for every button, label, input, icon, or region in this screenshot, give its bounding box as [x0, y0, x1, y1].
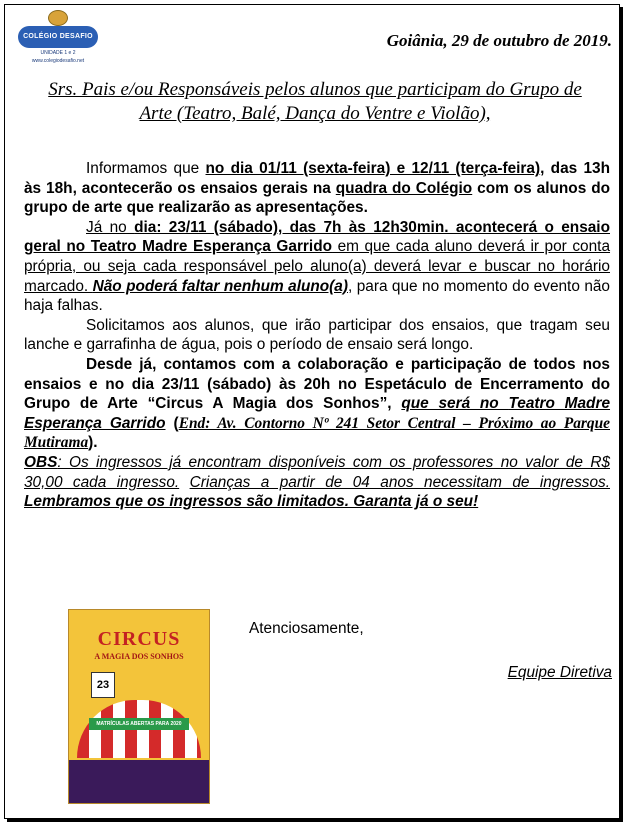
poster-footer: [69, 760, 209, 803]
poster-title: CIRCUS: [97, 628, 181, 650]
p2-date-location: dia: 23/11 (sábado), das 7h às 12h30min. acontecerá o ensaio geral no Teatro Madre Esperança Garrido: [24, 218, 610, 256]
paragraph-general-rehearsal: [24, 218, 610, 316]
obs-text-4: Crianças a partir de 04 anos necessitam de ingressos.: [189, 473, 610, 491]
obs-reminder: Lembramos que os ingressos são limitados. Garanta já o seu!: [24, 493, 479, 511]
p4-text-2: que será no: [401, 395, 509, 413]
calendar-icon: 23: [91, 672, 115, 698]
p4-text-4: (: [165, 414, 179, 432]
heading-text: Srs. Pais e/ou Responsáveis pelos alunos que participam do Grupo de Arte (Teatro, Balé, Dança do Ventre e Violão),: [48, 79, 582, 124]
p1-text-1: Informamos que: [86, 160, 206, 177]
p1-dates: no dia 01/11 (sexta-feira) e 12/11 (terça-feira): [205, 160, 541, 177]
paragraph-rehearsals: [24, 159, 610, 218]
obs-label: OBS: [24, 453, 58, 471]
paragraph-lunch: Solicitamos aos alunos, que irão participar dos ensaios, que tragam seu lanche e garrafinha de água, pois o período de ensaio será longo.: [24, 316, 610, 354]
letter-date: Goiânia, 29 de outubro de 2019.: [386, 31, 612, 50]
obs-space-1: [179, 474, 189, 491]
p4-theater: Teatro Madre Esperança Garrido: [24, 395, 611, 432]
p4-text-1: Desde já, contamos com a colaboração e participação de todos nos ensaios e no dia 23/11 (sábado) às 20h no Espetáculo de Encerramento do Grupo de Arte “Circus A Magia dos Sonhos”,: [24, 355, 610, 413]
poster-subtitle: A MAGIA DOS SONHOS: [94, 652, 184, 661]
p1-text-5: com os alunos do grupo de arte que realizarão as apresentações.: [24, 179, 610, 217]
logo-unit: UNIDADE 1 e 2: [40, 50, 76, 56]
logo-brand: COLÉGIO DESAFIO: [18, 26, 98, 48]
paragraph-obs: [24, 453, 610, 512]
p2-text-5: , para que no momento do evento não haja falhas.: [24, 277, 610, 315]
poster-band: MATRÍCULAS ABERTAS PARA 2020: [89, 718, 189, 730]
logo-url: www.colegiodesafio.net: [31, 58, 85, 64]
letter-heading: [30, 78, 600, 126]
school-logo: [14, 10, 102, 66]
paragraph-show: [24, 355, 610, 453]
p1-text-3: , das 13h às 18h, acontecerão os ensaios gerais na: [24, 160, 611, 197]
p1-location: quadra do Colégio: [335, 179, 473, 197]
p4-address: End: Av. Contorno Nº 241 Setor Central – Próximo ao Parque Mutirama: [24, 414, 610, 452]
p2-warning: Não poderá faltar nenhum aluno(a): [92, 277, 348, 295]
p4-text-6: ).: [88, 434, 98, 452]
sign-off: Atenciosamente,: [249, 620, 364, 637]
medal-icon: [48, 10, 68, 26]
p2-text-1: Já no: [86, 218, 135, 236]
p2-text-3: em que cada aluno deverá ir por conta própria, ou seja cada responsável pelo aluno(a) deverá levar e buscar no horário marcado.: [24, 238, 611, 295]
letter-body: [24, 159, 610, 512]
obs-text-2: : Os ingressos já encontram disponíveis com os professores no valor de R$ 30,00 cada ingresso.: [24, 453, 610, 491]
signature: Equipe Diretiva: [507, 664, 612, 681]
circus-poster: [68, 609, 210, 804]
